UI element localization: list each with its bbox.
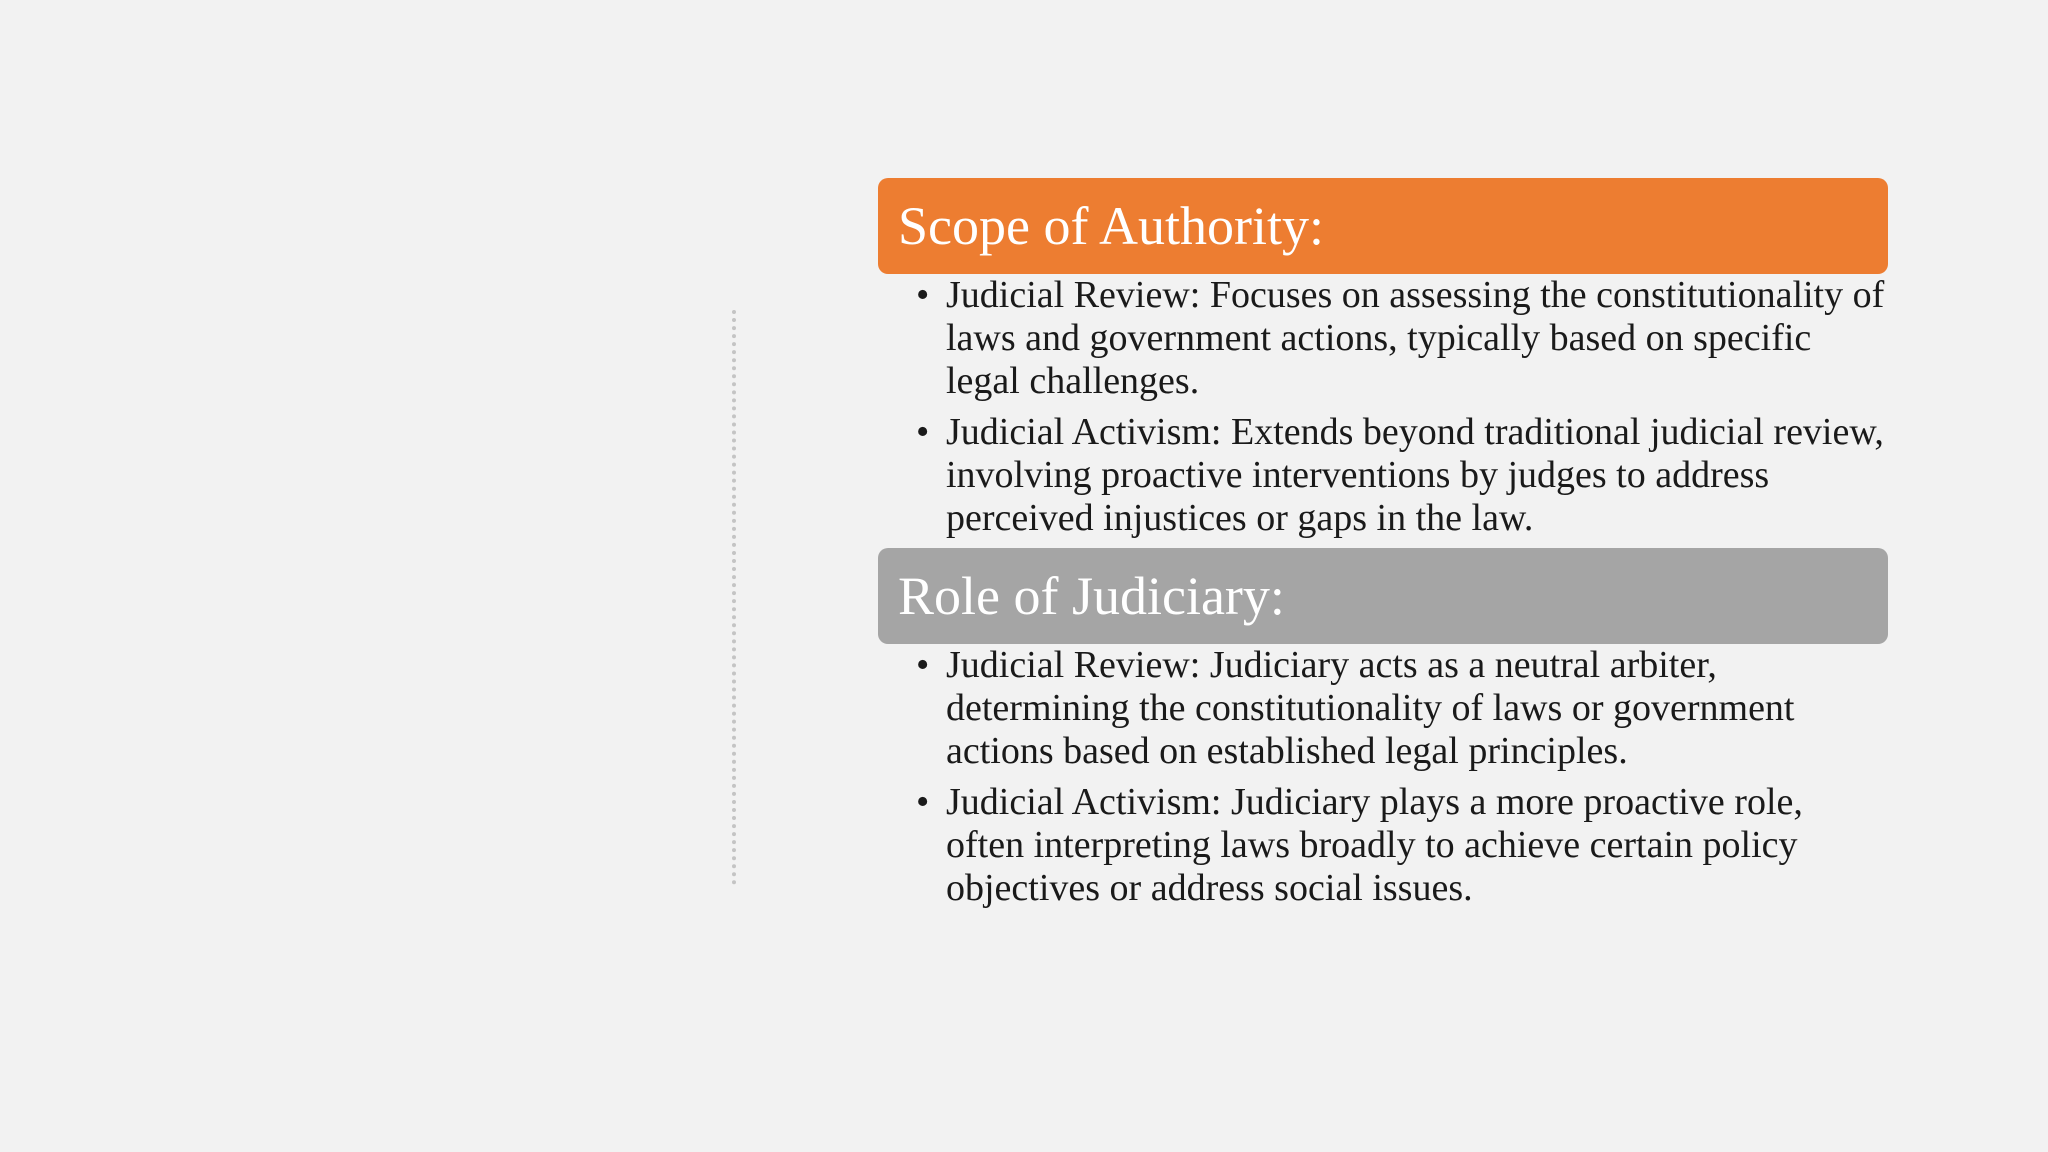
slide-content [878, 178, 1888, 918]
section-header-role-of-judiciary [878, 548, 1888, 644]
bullet-item: • Judicial Activism: Extends beyond traditional judicial review, involving proactive interventions by judges to address perceived injustices or gaps in the law. [916, 411, 1888, 540]
bullet-item: • Judicial Review: Focuses on assessing the constitutionality of laws and government actions, typically based on specific legal challenges. [916, 274, 1888, 403]
dotted-divider [732, 310, 736, 885]
section-header-scope-of-authority [878, 178, 1888, 274]
bullet-list-role-of-judiciary [878, 644, 1888, 910]
section-title-role-of-judiciary: Role of Judiciary: [898, 566, 1285, 626]
bullet-item: • Judicial Activism: Judiciary plays a more proactive role, often interpreting laws broadly to achieve certain policy objectives or address social issues. [916, 781, 1888, 910]
section-title-scope-of-authority: Scope of Authority: [898, 196, 1324, 256]
bullet-item: • Judicial Review: Judiciary acts as a neutral arbiter, determining the constitutionality of laws or government actions based on established legal principles. [916, 644, 1888, 773]
bullet-list-scope-of-authority [878, 274, 1888, 540]
